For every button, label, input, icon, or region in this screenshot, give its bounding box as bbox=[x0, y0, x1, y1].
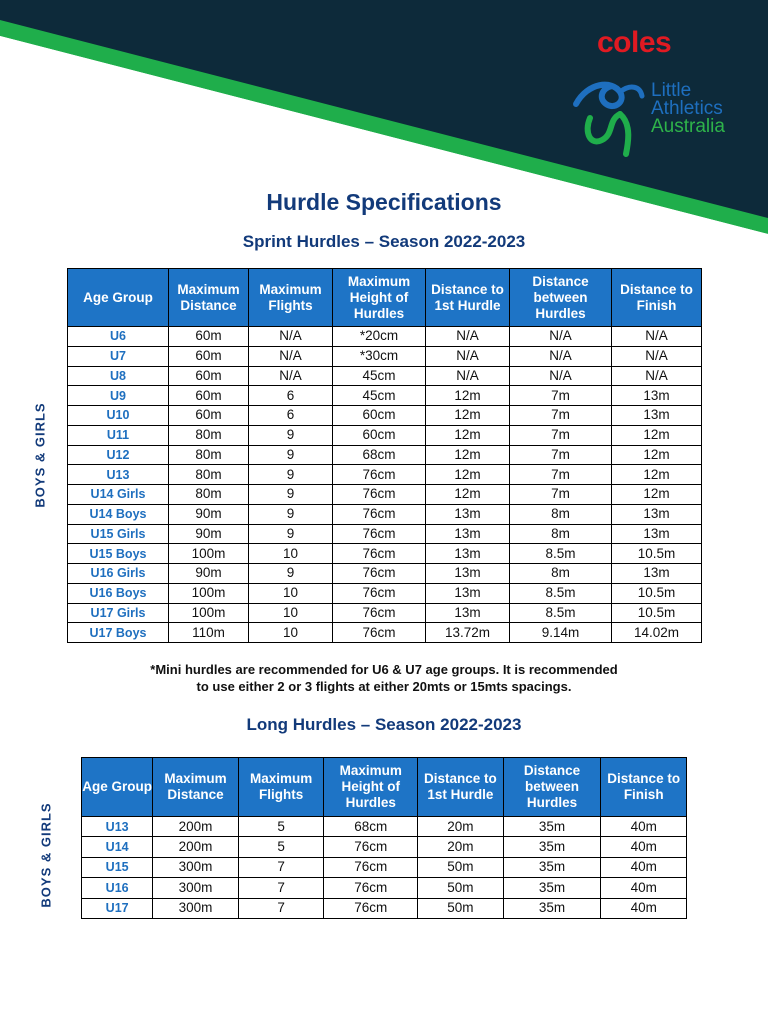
coles-logo: coles bbox=[597, 26, 672, 59]
note-line-1: *Mini hurdles are recommended for U6 & U7 age groups. It is recommended bbox=[150, 662, 618, 677]
table-cell: 7 bbox=[238, 898, 324, 918]
table-cell: 68cm bbox=[324, 817, 418, 837]
table-cell: 9 bbox=[249, 524, 333, 544]
age-group-cell: U17 Boys bbox=[68, 623, 169, 643]
table-cell: 7m bbox=[510, 425, 612, 445]
table-cell: 7 bbox=[238, 857, 324, 877]
table-cell: *20cm bbox=[333, 327, 426, 347]
logo-line-little: Little bbox=[651, 80, 692, 101]
age-group-cell: U17 bbox=[82, 898, 153, 918]
table-cell: N/A bbox=[612, 327, 702, 347]
table-cell: 100m bbox=[169, 544, 249, 564]
table-cell: 80m bbox=[169, 485, 249, 505]
column-header: Distance between Hurdles bbox=[510, 269, 612, 327]
table-cell: 12m bbox=[426, 465, 510, 485]
table-cell: 14.02m bbox=[612, 623, 702, 643]
table-cell: 10.5m bbox=[612, 544, 702, 564]
table-cell: 12m bbox=[426, 485, 510, 505]
long-hurdles-table bbox=[81, 757, 687, 919]
age-group-cell: U17 Girls bbox=[68, 603, 169, 623]
table-cell: 13m bbox=[426, 603, 510, 623]
table-cell: 76cm bbox=[333, 623, 426, 643]
table-cell: 76cm bbox=[324, 857, 418, 877]
little-athletics-logo-mark bbox=[568, 74, 648, 158]
table-cell: 13.72m bbox=[426, 623, 510, 643]
age-group-cell: U8 bbox=[68, 366, 169, 386]
table-cell: 76cm bbox=[333, 524, 426, 544]
table-row bbox=[68, 544, 702, 564]
table-cell: 50m bbox=[418, 878, 504, 898]
age-group-cell: U14 Girls bbox=[68, 485, 169, 505]
column-header: Age Group bbox=[68, 269, 169, 327]
table-cell: 7m bbox=[510, 445, 612, 465]
table-cell: 10.5m bbox=[612, 583, 702, 603]
table-cell: 300m bbox=[153, 898, 239, 918]
column-header: Maximum Distance bbox=[153, 758, 239, 817]
table-cell: 7m bbox=[510, 406, 612, 426]
table-cell: 9 bbox=[249, 425, 333, 445]
age-group-cell: U9 bbox=[68, 386, 169, 406]
table-header-row bbox=[68, 269, 702, 327]
table-cell: 35m bbox=[503, 857, 601, 877]
table-cell: N/A bbox=[426, 327, 510, 347]
age-group-cell: U15 bbox=[82, 857, 153, 877]
table-cell: 12m bbox=[426, 425, 510, 445]
column-header: Maximum Height of Hurdles bbox=[324, 758, 418, 817]
table-cell: 40m bbox=[601, 817, 687, 837]
table-cell: 80m bbox=[169, 465, 249, 485]
table-row bbox=[68, 386, 702, 406]
table-cell: 12m bbox=[426, 445, 510, 465]
age-group-cell: U14 Boys bbox=[68, 504, 169, 524]
table-row bbox=[68, 583, 702, 603]
age-group-cell: U6 bbox=[68, 327, 169, 347]
table-cell: 35m bbox=[503, 837, 601, 857]
table-cell: N/A bbox=[426, 346, 510, 366]
table-cell: 20m bbox=[418, 837, 504, 857]
sprint-side-label: BOYS & GIRLS bbox=[32, 402, 48, 508]
table-cell: 13m bbox=[426, 583, 510, 603]
age-group-cell: U13 bbox=[68, 465, 169, 485]
table-cell: 76cm bbox=[324, 878, 418, 898]
age-group-cell: U14 bbox=[82, 837, 153, 857]
little-athletics-logo-text bbox=[651, 82, 725, 136]
long-side-label: BOYS & GIRLS bbox=[38, 802, 54, 908]
table-cell: 12m bbox=[612, 465, 702, 485]
table-row bbox=[68, 406, 702, 426]
age-group-cell: U16 Boys bbox=[68, 583, 169, 603]
table-cell: 35m bbox=[503, 817, 601, 837]
table-cell: 200m bbox=[153, 837, 239, 857]
table-cell: *30cm bbox=[333, 346, 426, 366]
column-header: Maximum Flights bbox=[238, 758, 324, 817]
table-row bbox=[82, 898, 687, 918]
logo-line-australia: Australia bbox=[651, 116, 725, 137]
table-cell: N/A bbox=[249, 327, 333, 347]
table-cell: 13m bbox=[426, 524, 510, 544]
table-cell: 76cm bbox=[333, 603, 426, 623]
table-row bbox=[68, 524, 702, 544]
column-header: Maximum Distance bbox=[169, 269, 249, 327]
table-row bbox=[68, 603, 702, 623]
table-cell: 76cm bbox=[324, 837, 418, 857]
table-cell: N/A bbox=[510, 327, 612, 347]
table-cell: 7m bbox=[510, 485, 612, 505]
table-cell: 6 bbox=[249, 406, 333, 426]
table-cell: 60m bbox=[169, 406, 249, 426]
table-cell: 60m bbox=[169, 346, 249, 366]
table-cell: 9 bbox=[249, 504, 333, 524]
table-cell: 13m bbox=[612, 564, 702, 584]
table-cell: 10 bbox=[249, 603, 333, 623]
table-row bbox=[68, 366, 702, 386]
table-cell: 9 bbox=[249, 485, 333, 505]
table-cell: 45cm bbox=[333, 386, 426, 406]
column-header: Maximum Height of Hurdles bbox=[333, 269, 426, 327]
table-cell: 76cm bbox=[333, 485, 426, 505]
table-cell: 9 bbox=[249, 564, 333, 584]
table-row bbox=[68, 445, 702, 465]
table-cell: 100m bbox=[169, 603, 249, 623]
table-cell: 13m bbox=[426, 564, 510, 584]
table-cell: 200m bbox=[153, 817, 239, 837]
table-cell: 100m bbox=[169, 583, 249, 603]
table-cell: 5 bbox=[238, 837, 324, 857]
table-cell: 8m bbox=[510, 564, 612, 584]
sprint-table-body bbox=[68, 327, 702, 643]
table-cell: 12m bbox=[426, 386, 510, 406]
table-cell: N/A bbox=[249, 366, 333, 386]
table-cell: 76cm bbox=[333, 544, 426, 564]
table-cell: 6 bbox=[249, 386, 333, 406]
table-cell: N/A bbox=[426, 366, 510, 386]
table-cell: 20m bbox=[418, 817, 504, 837]
age-group-cell: U7 bbox=[68, 346, 169, 366]
table-cell: 7m bbox=[510, 386, 612, 406]
table-cell: 60m bbox=[169, 386, 249, 406]
table-cell: 7 bbox=[238, 878, 324, 898]
page-title: Hurdle Specifications bbox=[266, 189, 502, 215]
table-cell: 12m bbox=[612, 445, 702, 465]
table-cell: 12m bbox=[426, 406, 510, 426]
table-row bbox=[68, 504, 702, 524]
table-cell: 7m bbox=[510, 465, 612, 485]
table-cell: 40m bbox=[601, 837, 687, 857]
age-group-cell: U13 bbox=[82, 817, 153, 837]
table-cell: N/A bbox=[612, 346, 702, 366]
table-cell: 12m bbox=[612, 425, 702, 445]
long-subtitle: Long Hurdles – Season 2022-2023 bbox=[246, 715, 522, 734]
table-row bbox=[68, 346, 702, 366]
table-cell: 45cm bbox=[333, 366, 426, 386]
column-header: Age Group bbox=[82, 758, 153, 817]
table-cell: N/A bbox=[510, 366, 612, 386]
age-group-cell: U10 bbox=[68, 406, 169, 426]
age-group-cell: U11 bbox=[68, 425, 169, 445]
table-cell: 60m bbox=[169, 366, 249, 386]
table-cell: 13m bbox=[612, 386, 702, 406]
table-cell: 300m bbox=[153, 878, 239, 898]
age-group-cell: U15 Girls bbox=[68, 524, 169, 544]
sprint-hurdles-table bbox=[67, 268, 702, 643]
table-cell: 12m bbox=[612, 485, 702, 505]
table-cell: 300m bbox=[153, 857, 239, 877]
table-cell: 80m bbox=[169, 425, 249, 445]
table-row bbox=[68, 327, 702, 347]
table-cell: 10.5m bbox=[612, 603, 702, 623]
column-header: Distance to Finish bbox=[601, 758, 687, 817]
table-cell: 40m bbox=[601, 898, 687, 918]
table-cell: 35m bbox=[503, 898, 601, 918]
table-cell: 40m bbox=[601, 857, 687, 877]
table-header-row bbox=[82, 758, 687, 817]
table-cell: 8.5m bbox=[510, 583, 612, 603]
column-header: Distance to Finish bbox=[612, 269, 702, 327]
table-cell: 10 bbox=[249, 623, 333, 643]
table-cell: N/A bbox=[249, 346, 333, 366]
table-cell: 90m bbox=[169, 504, 249, 524]
table-cell: 76cm bbox=[333, 564, 426, 584]
table-cell: 13m bbox=[612, 524, 702, 544]
table-cell: 8.5m bbox=[510, 603, 612, 623]
table-cell: 13m bbox=[426, 504, 510, 524]
mini-hurdles-note bbox=[0, 661, 768, 695]
logo-line-athletics: Athletics bbox=[651, 98, 723, 119]
table-cell: 10 bbox=[249, 544, 333, 564]
table-row bbox=[82, 857, 687, 877]
age-group-cell: U12 bbox=[68, 445, 169, 465]
table-cell: 110m bbox=[169, 623, 249, 643]
age-group-cell: U16 Girls bbox=[68, 564, 169, 584]
table-cell: 13m bbox=[426, 544, 510, 564]
table-row bbox=[68, 623, 702, 643]
table-cell: N/A bbox=[612, 366, 702, 386]
long-table-body bbox=[82, 817, 687, 919]
table-row bbox=[68, 465, 702, 485]
table-row bbox=[68, 425, 702, 445]
table-cell: 76cm bbox=[333, 504, 426, 524]
table-cell: 50m bbox=[418, 898, 504, 918]
table-cell: 76cm bbox=[333, 465, 426, 485]
table-cell: 5 bbox=[238, 817, 324, 837]
table-cell: 8.5m bbox=[510, 544, 612, 564]
table-cell: N/A bbox=[510, 346, 612, 366]
table-cell: 60m bbox=[169, 327, 249, 347]
table-row bbox=[82, 837, 687, 857]
table-cell: 13m bbox=[612, 406, 702, 426]
table-cell: 76cm bbox=[324, 898, 418, 918]
table-cell: 40m bbox=[601, 878, 687, 898]
note-line-2: to use either 2 or 3 flights at either 20mts or 15mts spacings. bbox=[196, 679, 572, 694]
age-group-cell: U15 Boys bbox=[68, 544, 169, 564]
table-cell: 13m bbox=[612, 504, 702, 524]
table-cell: 8m bbox=[510, 524, 612, 544]
table-cell: 60cm bbox=[333, 406, 426, 426]
table-cell: 8m bbox=[510, 504, 612, 524]
table-cell: 35m bbox=[503, 878, 601, 898]
table-cell: 10 bbox=[249, 583, 333, 603]
sprint-subtitle: Sprint Hurdles – Season 2022-2023 bbox=[242, 232, 526, 251]
table-cell: 80m bbox=[169, 445, 249, 465]
table-row bbox=[82, 817, 687, 837]
table-cell: 68cm bbox=[333, 445, 426, 465]
table-cell: 9 bbox=[249, 445, 333, 465]
table-row bbox=[68, 564, 702, 584]
table-cell: 50m bbox=[418, 857, 504, 877]
table-cell: 90m bbox=[169, 524, 249, 544]
table-row bbox=[82, 878, 687, 898]
column-header: Distance to 1st Hurdle bbox=[418, 758, 504, 817]
table-cell: 90m bbox=[169, 564, 249, 584]
column-header: Maximum Flights bbox=[249, 269, 333, 327]
table-cell: 76cm bbox=[333, 583, 426, 603]
column-header: Distance between Hurdles bbox=[503, 758, 601, 817]
table-cell: 60cm bbox=[333, 425, 426, 445]
age-group-cell: U16 bbox=[82, 878, 153, 898]
table-cell: 9.14m bbox=[510, 623, 612, 643]
table-cell: 9 bbox=[249, 465, 333, 485]
table-row bbox=[68, 485, 702, 505]
column-header: Distance to 1st Hurdle bbox=[426, 269, 510, 327]
